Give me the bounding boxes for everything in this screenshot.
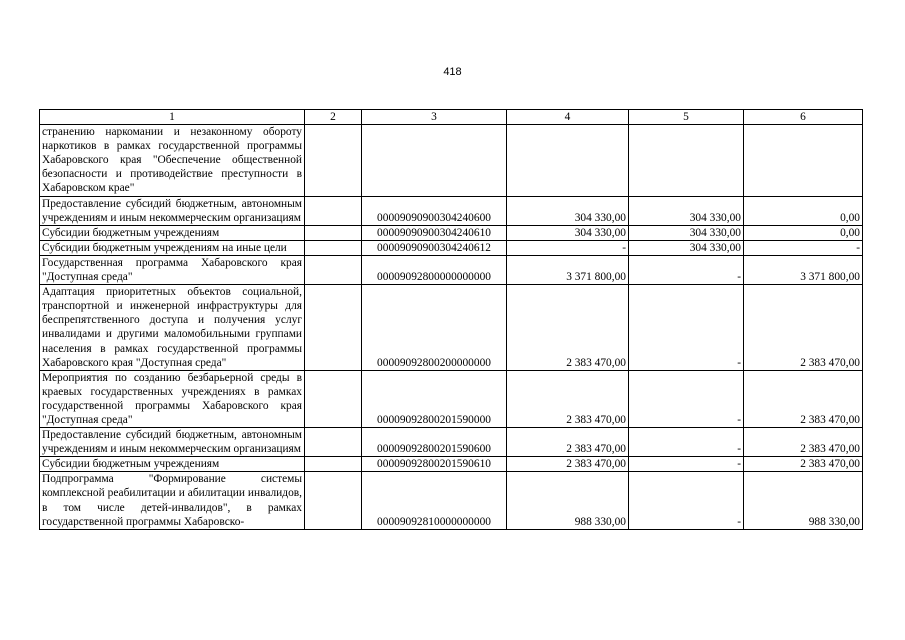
table-row <box>40 240 863 255</box>
table-row <box>40 285 863 371</box>
row-code: 00009090900304240610 <box>362 225 507 240</box>
row-name: Предоставление субсидий бюджетным, автономным учреждениям и иным некоммерческим организациям <box>40 428 305 457</box>
row-code: 00009092800201590600 <box>362 428 507 457</box>
row-name: Подпрограмма "Формирование системы комплексной реабилитации и абилитации инвалидов, в том числе детей-инвалидов", в рамках государственной программы Хабаровско- <box>40 472 305 529</box>
column-header: 3 <box>362 110 507 125</box>
row-code: 00009090900304240612 <box>362 240 507 255</box>
row-value-5 <box>629 125 744 196</box>
table-row <box>40 472 863 529</box>
row-name: Субсидии бюджетным учреждениям <box>40 457 305 472</box>
row-value-4: 2 383 470,00 <box>507 370 629 427</box>
row-value-6 <box>744 125 863 196</box>
column-header: 5 <box>629 110 744 125</box>
table-row <box>40 370 863 427</box>
table-row <box>40 196 863 225</box>
row-value-4: - <box>507 240 629 255</box>
row-code: 00009092810000000000 <box>362 472 507 529</box>
row-value-5: - <box>629 255 744 284</box>
row-value-4: 2 383 470,00 <box>507 285 629 371</box>
row-col2 <box>305 457 362 472</box>
row-name: Государственная программа Хабаровского края "Доступная среда" <box>40 255 305 284</box>
row-value-4: 304 330,00 <box>507 225 629 240</box>
row-name: Субсидии бюджетным учреждениям на иные цели <box>40 240 305 255</box>
row-value-6: - <box>744 240 863 255</box>
row-name: Мероприятия по созданию безбарьерной среды в краевых государственных учреждениях в рамках государственной программы Хабаровского края "Доступная среда" <box>40 370 305 427</box>
row-code <box>362 125 507 196</box>
row-code: 00009090900304240600 <box>362 196 507 225</box>
row-col2 <box>305 285 362 371</box>
row-value-4 <box>507 125 629 196</box>
row-name: странению наркомании и незаконному обороту наркотиков в рамках государственной программы Хабаровского края "Обеспечение общественной безопасности и противодействие преступности в Хабаровском крае" <box>40 125 305 196</box>
row-value-4: 2 383 470,00 <box>507 428 629 457</box>
row-name: Предоставление субсидий бюджетным, автономным учреждениям и иным некоммерческим организациям <box>40 196 305 225</box>
row-value-5: - <box>629 428 744 457</box>
row-col2 <box>305 255 362 284</box>
row-value-5: - <box>629 285 744 371</box>
row-col2 <box>305 472 362 529</box>
table-row <box>40 255 863 284</box>
row-col2 <box>305 370 362 427</box>
row-value-4: 304 330,00 <box>507 196 629 225</box>
row-value-6: 3 371 800,00 <box>744 255 863 284</box>
row-value-5: 304 330,00 <box>629 240 744 255</box>
table-row <box>40 225 863 240</box>
row-col2 <box>305 240 362 255</box>
row-col2 <box>305 225 362 240</box>
column-header: 6 <box>744 110 863 125</box>
row-value-4: 988 330,00 <box>507 472 629 529</box>
table-row <box>40 428 863 457</box>
row-code: 00009092800200000000 <box>362 285 507 371</box>
table-header-row <box>40 110 863 125</box>
row-value-5: 304 330,00 <box>629 196 744 225</box>
row-value-5: - <box>629 370 744 427</box>
row-value-6: 0,00 <box>744 196 863 225</box>
row-col2 <box>305 428 362 457</box>
row-code: 00009092800000000000 <box>362 255 507 284</box>
column-header: 1 <box>40 110 305 125</box>
column-header: 2 <box>305 110 362 125</box>
row-name: Субсидии бюджетным учреждениям <box>40 225 305 240</box>
page-number: 418 <box>443 66 462 78</box>
row-value-5: 304 330,00 <box>629 225 744 240</box>
row-value-6: 988 330,00 <box>744 472 863 529</box>
budget-table <box>39 109 863 530</box>
row-col2 <box>305 125 362 196</box>
table-row <box>40 125 863 196</box>
row-value-6: 0,00 <box>744 225 863 240</box>
row-value-6: 2 383 470,00 <box>744 457 863 472</box>
row-value-5: - <box>629 457 744 472</box>
row-value-6: 2 383 470,00 <box>744 370 863 427</box>
table-row <box>40 457 863 472</box>
column-header: 4 <box>507 110 629 125</box>
row-code: 00009092800201590610 <box>362 457 507 472</box>
row-name: Адаптация приоритетных объектов социальной, транспортной и инженерной инфраструктуры для беспрепятственного доступа и получения услуг инвалидами и другими маломобильными группами населения в рамках государственной программы Хабаровского края "Доступная среда" <box>40 285 305 371</box>
row-value-5: - <box>629 472 744 529</box>
row-code: 00009092800201590000 <box>362 370 507 427</box>
row-col2 <box>305 196 362 225</box>
row-value-6: 2 383 470,00 <box>744 285 863 371</box>
row-value-6: 2 383 470,00 <box>744 428 863 457</box>
row-value-4: 2 383 470,00 <box>507 457 629 472</box>
row-value-4: 3 371 800,00 <box>507 255 629 284</box>
